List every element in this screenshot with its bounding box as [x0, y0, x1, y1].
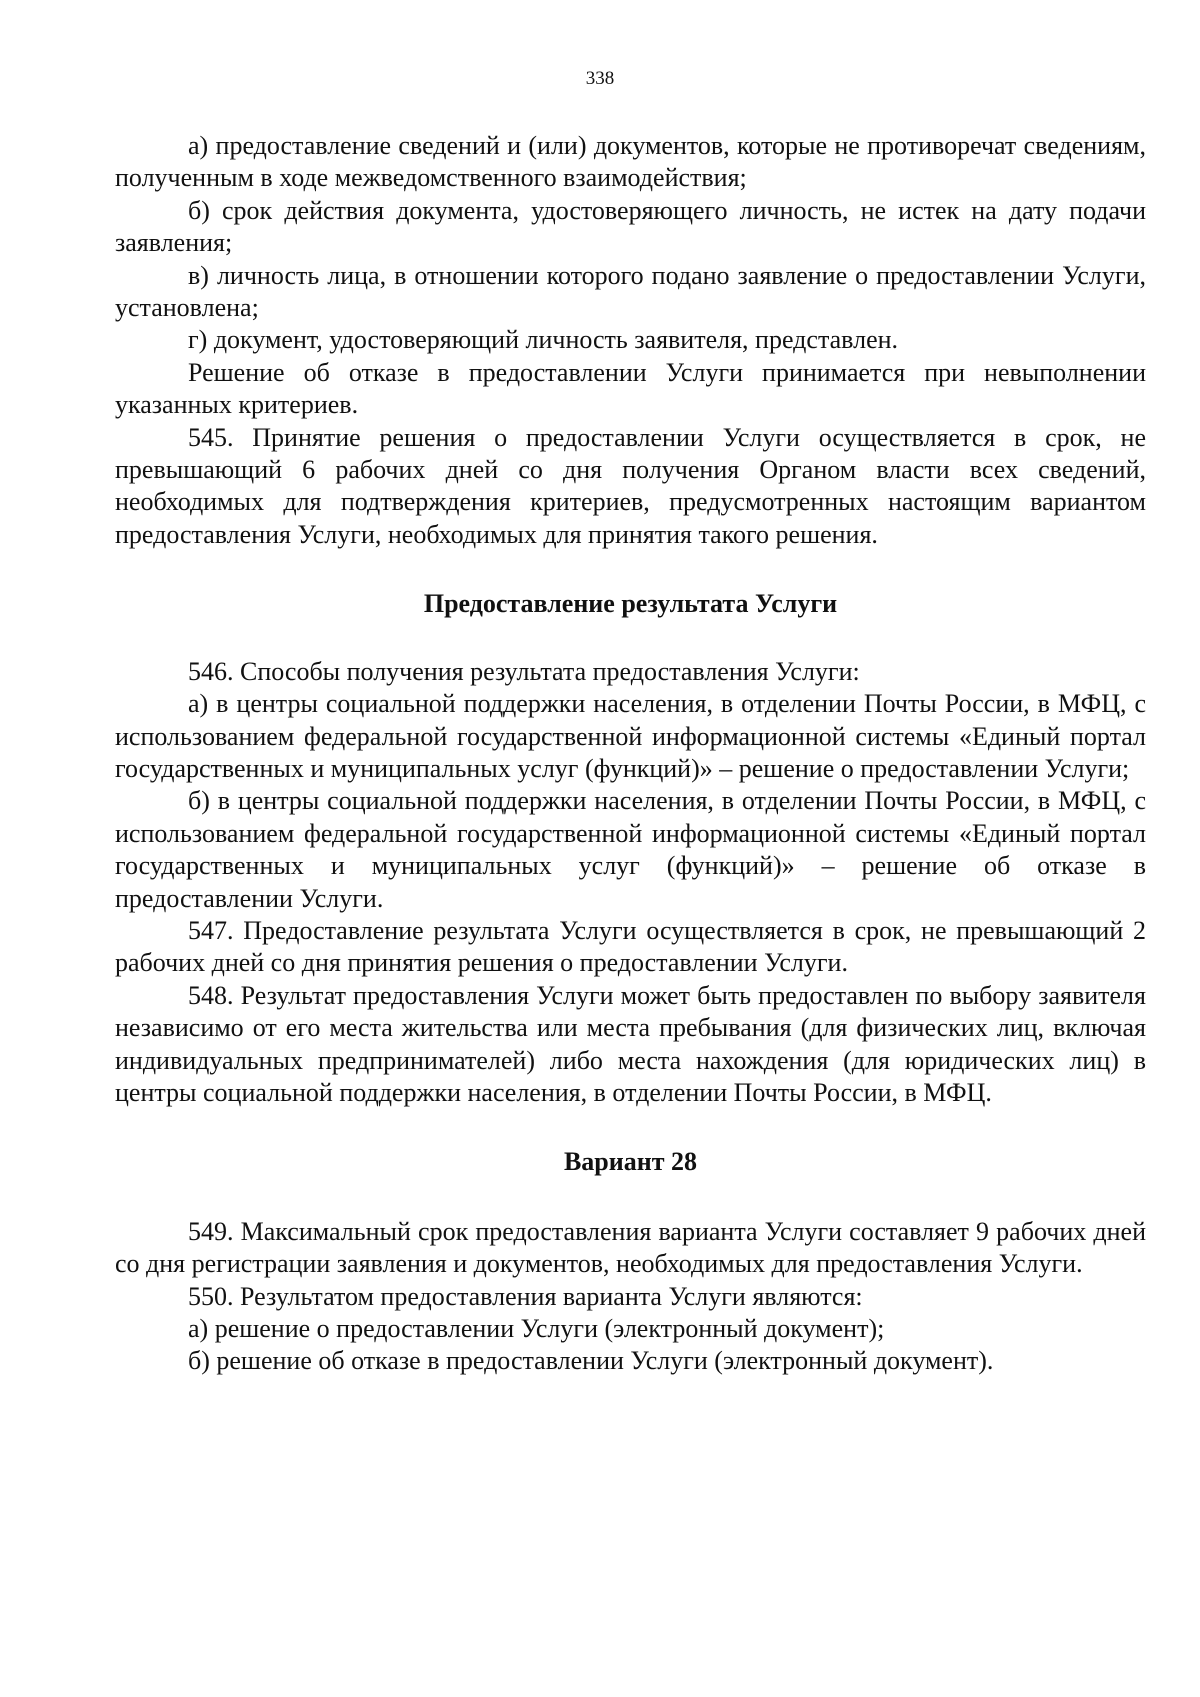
- paragraph: а) решение о предоставлении Услуги (электронный документ);: [188, 1314, 885, 1343]
- paragraph: 545. Принятие решения о предоставлении Услуги осуществляется в срок, не превышающий 6 рабочих дней со дня получения Органом власти всех сведений, необходимых для подтверждения критериев, предусмотренных настоящим вариантом предоставления Услуги, необходимых для принятия такого решения.: [115, 422, 1146, 549]
- page-number: 338: [585, 68, 615, 89]
- paragraph: г) документ, удостоверяющий личность заявителя, представлен.: [188, 325, 899, 355]
- paragraph: 548. Результат предоставления Услуги может быть предоставлен по выбору заявителя независимо от его места жительства или места пребывания (для физических лиц, включая индивидуальных предпринимателей) либо места нахождения (для юридических лиц) в центры социальной поддержки населения, в отделении Почты России, в МФЦ.: [115, 980, 1146, 1107]
- paragraph: 547. Предоставление результата Услуги осуществляется в срок, не превышающий 2 рабочих дней со дня принятия решения о предоставлении Услуги.: [115, 915, 1146, 978]
- paragraph: 550. Результатом предоставления варианта Услуги являются:: [188, 1281, 863, 1311]
- section-heading: Вариант 28: [563, 1147, 698, 1177]
- paragraph: б) срок действия документа, удостоверяющего личность, не истек на дату подачи заявления;: [115, 195, 1146, 258]
- paragraph: Решение об отказе в предоставлении Услуги принимается при невыполнении указанных критериев.: [115, 357, 1146, 420]
- paragraph: 546. Способы получения результата предоставления Услуги:: [188, 656, 860, 686]
- section-heading: Предоставление результата Услуги: [423, 589, 838, 619]
- paragraph: а) в центры социальной поддержки населения, в отделении Почты России, в МФЦ, с использованием федеральной государственной информационной системы «Единый портал государственных и муниципальных услуг (функций)» – решение о предоставлении Услуги;: [115, 689, 1146, 783]
- paragraph: в) личность лица, в отношении которого подано заявление о предоставлении Услуги, установлена;: [115, 260, 1146, 323]
- paragraph: б) решение об отказе в предоставлении Услуги (электронный документ).: [188, 1346, 994, 1376]
- paragraph: 549. Максимальный срок предоставления варианта Услуги составляет 9 рабочих дней со дня регистрации заявления и документов, необходимых для предоставления Услуги.: [115, 1216, 1146, 1279]
- document-body: [115, 130, 1146, 1378]
- paragraph: б) в центры социальной поддержки населения, в отделении Почты России, в МФЦ, с использованием федеральной государственной информационной системы «Единый портал государственных и муниципальных услуг (функций)» – решение об отказе в предоставлении Услуги.: [115, 786, 1146, 913]
- paragraph: а) предоставление сведений и (или) документов, которые не противоречат сведениям, полученным в ходе межведомственного взаимодействия;: [115, 131, 1146, 193]
